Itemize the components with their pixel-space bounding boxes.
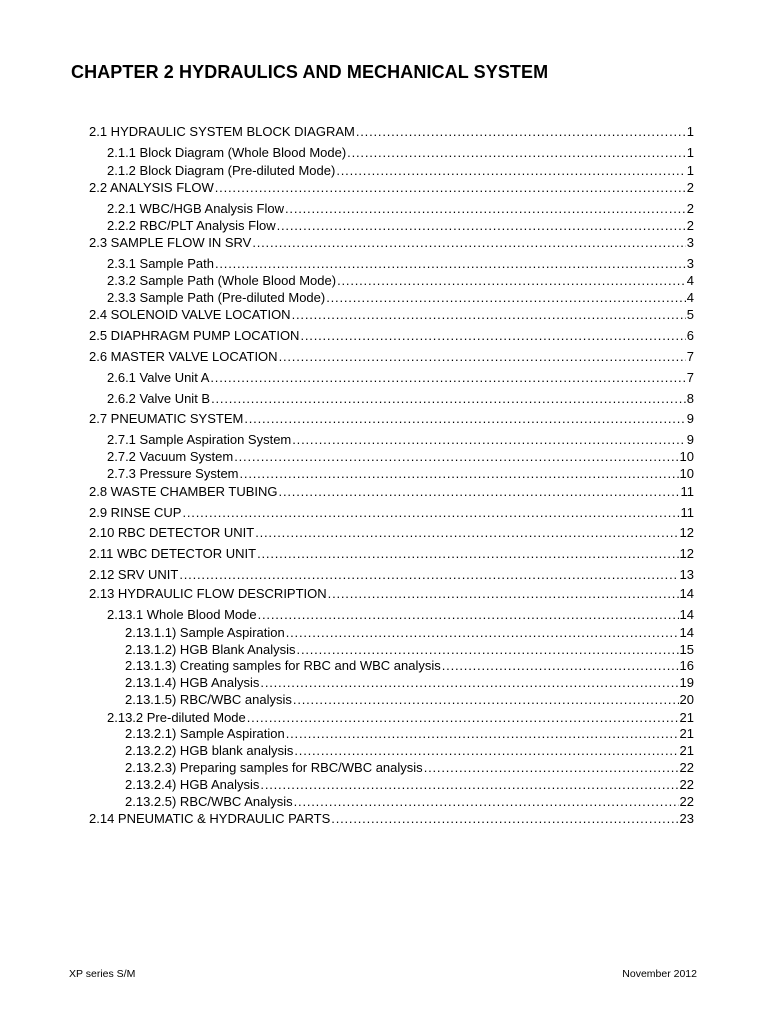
toc-entry-page: 19 <box>679 675 694 690</box>
toc-entry[interactable] <box>107 290 694 306</box>
dot-leader <box>336 163 685 179</box>
toc-entry[interactable] <box>107 466 694 482</box>
toc-entry-label: 2.1.2 Block Diagram (Pre-diluted Mode) <box>107 163 336 178</box>
dot-leader <box>294 794 679 810</box>
toc-entry-page: 20 <box>679 692 694 707</box>
toc-entry[interactable] <box>107 432 694 448</box>
toc-entry[interactable] <box>89 235 694 251</box>
footer-document-name: XP series S/M <box>69 968 136 980</box>
toc-entry-label: 2.7.1 Sample Aspiration System <box>107 432 292 447</box>
dot-leader <box>331 811 678 827</box>
dot-leader <box>347 145 686 161</box>
toc-entry[interactable] <box>107 256 694 272</box>
toc-entry-label: 2.10 RBC DETECTOR UNIT <box>89 525 255 540</box>
dot-leader <box>328 586 679 602</box>
dot-leader <box>215 180 686 196</box>
dot-leader <box>255 525 678 541</box>
toc-entry-page: 12 <box>679 525 694 540</box>
dot-leader <box>286 625 679 641</box>
toc-entry-label: 2.14 PNEUMATIC & HYDRAULIC PARTS <box>89 811 331 826</box>
toc-entry-page: 16 <box>679 658 694 673</box>
toc-entry[interactable] <box>125 777 694 793</box>
toc-entry[interactable] <box>89 586 694 602</box>
toc-entry-label: 2.2 ANALYSIS FLOW <box>89 180 214 195</box>
toc-entry-label: 2.1 HYDRAULIC SYSTEM BLOCK DIAGRAM <box>89 124 355 139</box>
dot-leader <box>277 218 686 234</box>
chapter-title: CHAPTER 2 HYDRAULICS AND MECHANICAL SYSTEM <box>71 62 549 82</box>
toc-entry-page: 2 <box>686 218 694 233</box>
toc-entry[interactable] <box>107 391 694 407</box>
dot-leader <box>252 235 685 251</box>
toc-entry-label: 2.3 SAMPLE FLOW IN SRV <box>89 235 252 250</box>
toc-entry-page: 9 <box>686 411 694 426</box>
dot-leader <box>234 449 678 465</box>
dot-leader <box>182 505 679 521</box>
toc-entry-label: 2.13.2 Pre-diluted Mode <box>107 710 246 725</box>
dot-leader <box>260 675 678 691</box>
toc-entry-page: 2 <box>686 201 694 216</box>
dot-leader <box>337 273 686 289</box>
toc-entry-label: 2.13.2.2) HGB blank analysis <box>125 743 294 758</box>
toc-entry[interactable] <box>125 760 694 776</box>
toc-entry-label: 2.13.1.3) Creating samples for RBC and WBC analysis <box>125 658 441 673</box>
toc-entry-page: 15 <box>679 642 694 657</box>
toc-entry[interactable] <box>107 449 694 465</box>
toc-entry-label: 2.3.1 Sample Path <box>107 256 214 271</box>
toc-entry[interactable] <box>125 625 694 641</box>
dot-leader <box>300 328 685 344</box>
dot-leader <box>285 201 686 217</box>
toc-entry[interactable] <box>89 349 694 365</box>
toc-entry-page: 12 <box>679 546 694 561</box>
dot-leader <box>210 370 685 386</box>
toc-entry-label: 2.13.2.4) HGB Analysis <box>125 777 260 792</box>
dot-leader <box>293 692 679 708</box>
toc-entry[interactable] <box>107 163 694 179</box>
toc-entry-page: 9 <box>686 432 694 447</box>
toc-entry-label: 2.13.1.1) Sample Aspiration <box>125 625 285 640</box>
dot-leader <box>244 411 685 427</box>
toc-entry-page: 3 <box>686 256 694 271</box>
toc-entry-label: 2.8 WASTE CHAMBER TUBING <box>89 484 278 499</box>
toc-entry[interactable] <box>125 743 694 759</box>
toc-entry-page: 11 <box>680 484 694 499</box>
toc-entry[interactable] <box>89 505 694 521</box>
toc-entry-label: 2.13.2.1) Sample Aspiration <box>125 726 285 741</box>
dot-leader <box>211 391 686 407</box>
toc-entry-label: 2.13.2.3) Preparing samples for RBC/WBC analysis <box>125 760 423 775</box>
toc-entry-label: 2.13.2.5) RBC/WBC Analysis <box>125 794 293 809</box>
toc-entry-label: 2.4 SOLENOID VALVE LOCATION <box>89 307 291 322</box>
toc-entry[interactable] <box>89 546 694 562</box>
toc-entry-label: 2.5 DIAPHRAGM PUMP LOCATION <box>89 328 300 343</box>
toc-entry-label: 2.12 SRV UNIT <box>89 567 179 582</box>
toc-entry-page: 6 <box>686 328 694 343</box>
toc-entry[interactable] <box>89 411 694 427</box>
toc-entry[interactable] <box>107 145 694 161</box>
toc-entry[interactable] <box>107 218 694 234</box>
toc-entry-page: 11 <box>680 505 694 520</box>
toc-entry-label: 2.6.1 Valve Unit A <box>107 370 210 385</box>
toc-entry-label: 2.9 RINSE CUP <box>89 505 182 520</box>
toc-entry-page: 14 <box>679 607 694 622</box>
toc-entry-page: 10 <box>679 449 694 464</box>
dot-leader <box>179 567 678 583</box>
toc-entry-page: 21 <box>679 743 694 758</box>
toc-entry-label: 2.13.1.2) HGB Blank Analysis <box>125 642 296 657</box>
toc-entry-label: 2.6.2 Valve Unit B <box>107 391 211 406</box>
toc-entry-page: 13 <box>679 567 694 582</box>
toc-entry-label: 2.2.1 WBC/HGB Analysis Flow <box>107 201 284 216</box>
toc-entry[interactable] <box>89 484 694 500</box>
toc-entry-label: 2.11 WBC DETECTOR UNIT <box>89 546 257 561</box>
toc-entry-page: 8 <box>686 391 694 406</box>
toc-entry-label: 2.13.1 Whole Blood Mode <box>107 607 257 622</box>
dot-leader <box>292 432 686 448</box>
toc-entry-label: 2.7.3 Pressure System <box>107 466 239 481</box>
toc-entry-page: 14 <box>679 625 694 640</box>
toc-entry-page: 22 <box>679 760 694 775</box>
dot-leader <box>292 307 686 323</box>
toc-entry[interactable] <box>107 370 694 386</box>
toc-entry-label: 2.7 PNEUMATIC SYSTEM <box>89 411 244 426</box>
dot-leader <box>326 290 686 306</box>
toc-entry-page: 1 <box>686 145 694 160</box>
toc-entry[interactable] <box>89 180 694 196</box>
toc-entry-page: 22 <box>679 794 694 809</box>
toc-entry[interactable] <box>89 525 694 541</box>
toc-entry-label: 2.6 MASTER VALVE LOCATION <box>89 349 278 364</box>
dot-leader <box>257 546 678 562</box>
toc-entry[interactable] <box>107 710 694 726</box>
toc-entry-page: 1 <box>686 124 694 139</box>
toc-entry[interactable] <box>125 675 694 691</box>
dot-leader <box>294 743 678 759</box>
dot-leader <box>240 466 679 482</box>
toc-entry-page: 21 <box>679 710 694 725</box>
toc-entry[interactable] <box>125 794 694 810</box>
toc-entry-page: 23 <box>679 811 694 826</box>
toc-entry-page: 22 <box>679 777 694 792</box>
toc-entry[interactable] <box>89 124 694 140</box>
toc-entry-page: 1 <box>686 163 694 178</box>
dot-leader <box>424 760 679 776</box>
toc-entry-page: 4 <box>686 273 694 288</box>
toc-entry-page: 5 <box>686 307 694 322</box>
toc-entry-page: 4 <box>686 290 694 305</box>
dot-leader <box>247 710 679 726</box>
dot-leader <box>356 124 686 140</box>
dot-leader <box>286 726 679 742</box>
dot-leader <box>442 658 679 674</box>
dot-leader <box>297 642 679 658</box>
toc-entry-label: 2.13.1.5) RBC/WBC analysis <box>125 692 292 707</box>
toc-entry-label: 2.2.2 RBC/PLT Analysis Flow <box>107 218 276 233</box>
toc-entry[interactable] <box>89 567 694 583</box>
toc-entry-page: 10 <box>679 466 694 481</box>
toc-entry-page: 21 <box>679 726 694 741</box>
toc-entry-label: 2.7.2 Vacuum System <box>107 449 234 464</box>
toc-entry[interactable] <box>107 273 694 289</box>
toc-entry[interactable] <box>107 607 694 623</box>
toc-entry-label: 2.13 HYDRAULIC FLOW DESCRIPTION <box>89 586 327 601</box>
toc-entry-label: 2.3.2 Sample Path (Whole Blood Mode) <box>107 273 337 288</box>
toc-entry[interactable] <box>125 642 694 658</box>
dot-leader <box>258 607 679 623</box>
toc-entry[interactable] <box>107 201 694 217</box>
dot-leader <box>215 256 686 272</box>
toc-entry-page: 7 <box>686 370 694 385</box>
toc-entry-label: 2.13.1.4) HGB Analysis <box>125 675 260 690</box>
toc-entry-page: 2 <box>686 180 694 195</box>
toc-entry[interactable] <box>125 658 694 674</box>
toc-entry-label: 2.3.3 Sample Path (Pre-diluted Mode) <box>107 290 326 305</box>
toc-entry-page: 14 <box>679 586 694 601</box>
toc-entry-label: 2.1.1 Block Diagram (Whole Blood Mode) <box>107 145 347 160</box>
dot-leader <box>279 349 686 365</box>
toc-entry[interactable] <box>89 307 694 323</box>
dot-leader <box>260 777 678 793</box>
footer-date: November 2012 <box>622 968 697 980</box>
toc-entry-page: 7 <box>686 349 694 364</box>
dot-leader <box>279 484 680 500</box>
toc-entry[interactable] <box>89 811 694 827</box>
toc-entry[interactable] <box>125 692 694 708</box>
toc-entry-page: 3 <box>686 235 694 250</box>
toc-entry[interactable] <box>125 726 694 742</box>
toc-entry[interactable] <box>89 328 694 344</box>
